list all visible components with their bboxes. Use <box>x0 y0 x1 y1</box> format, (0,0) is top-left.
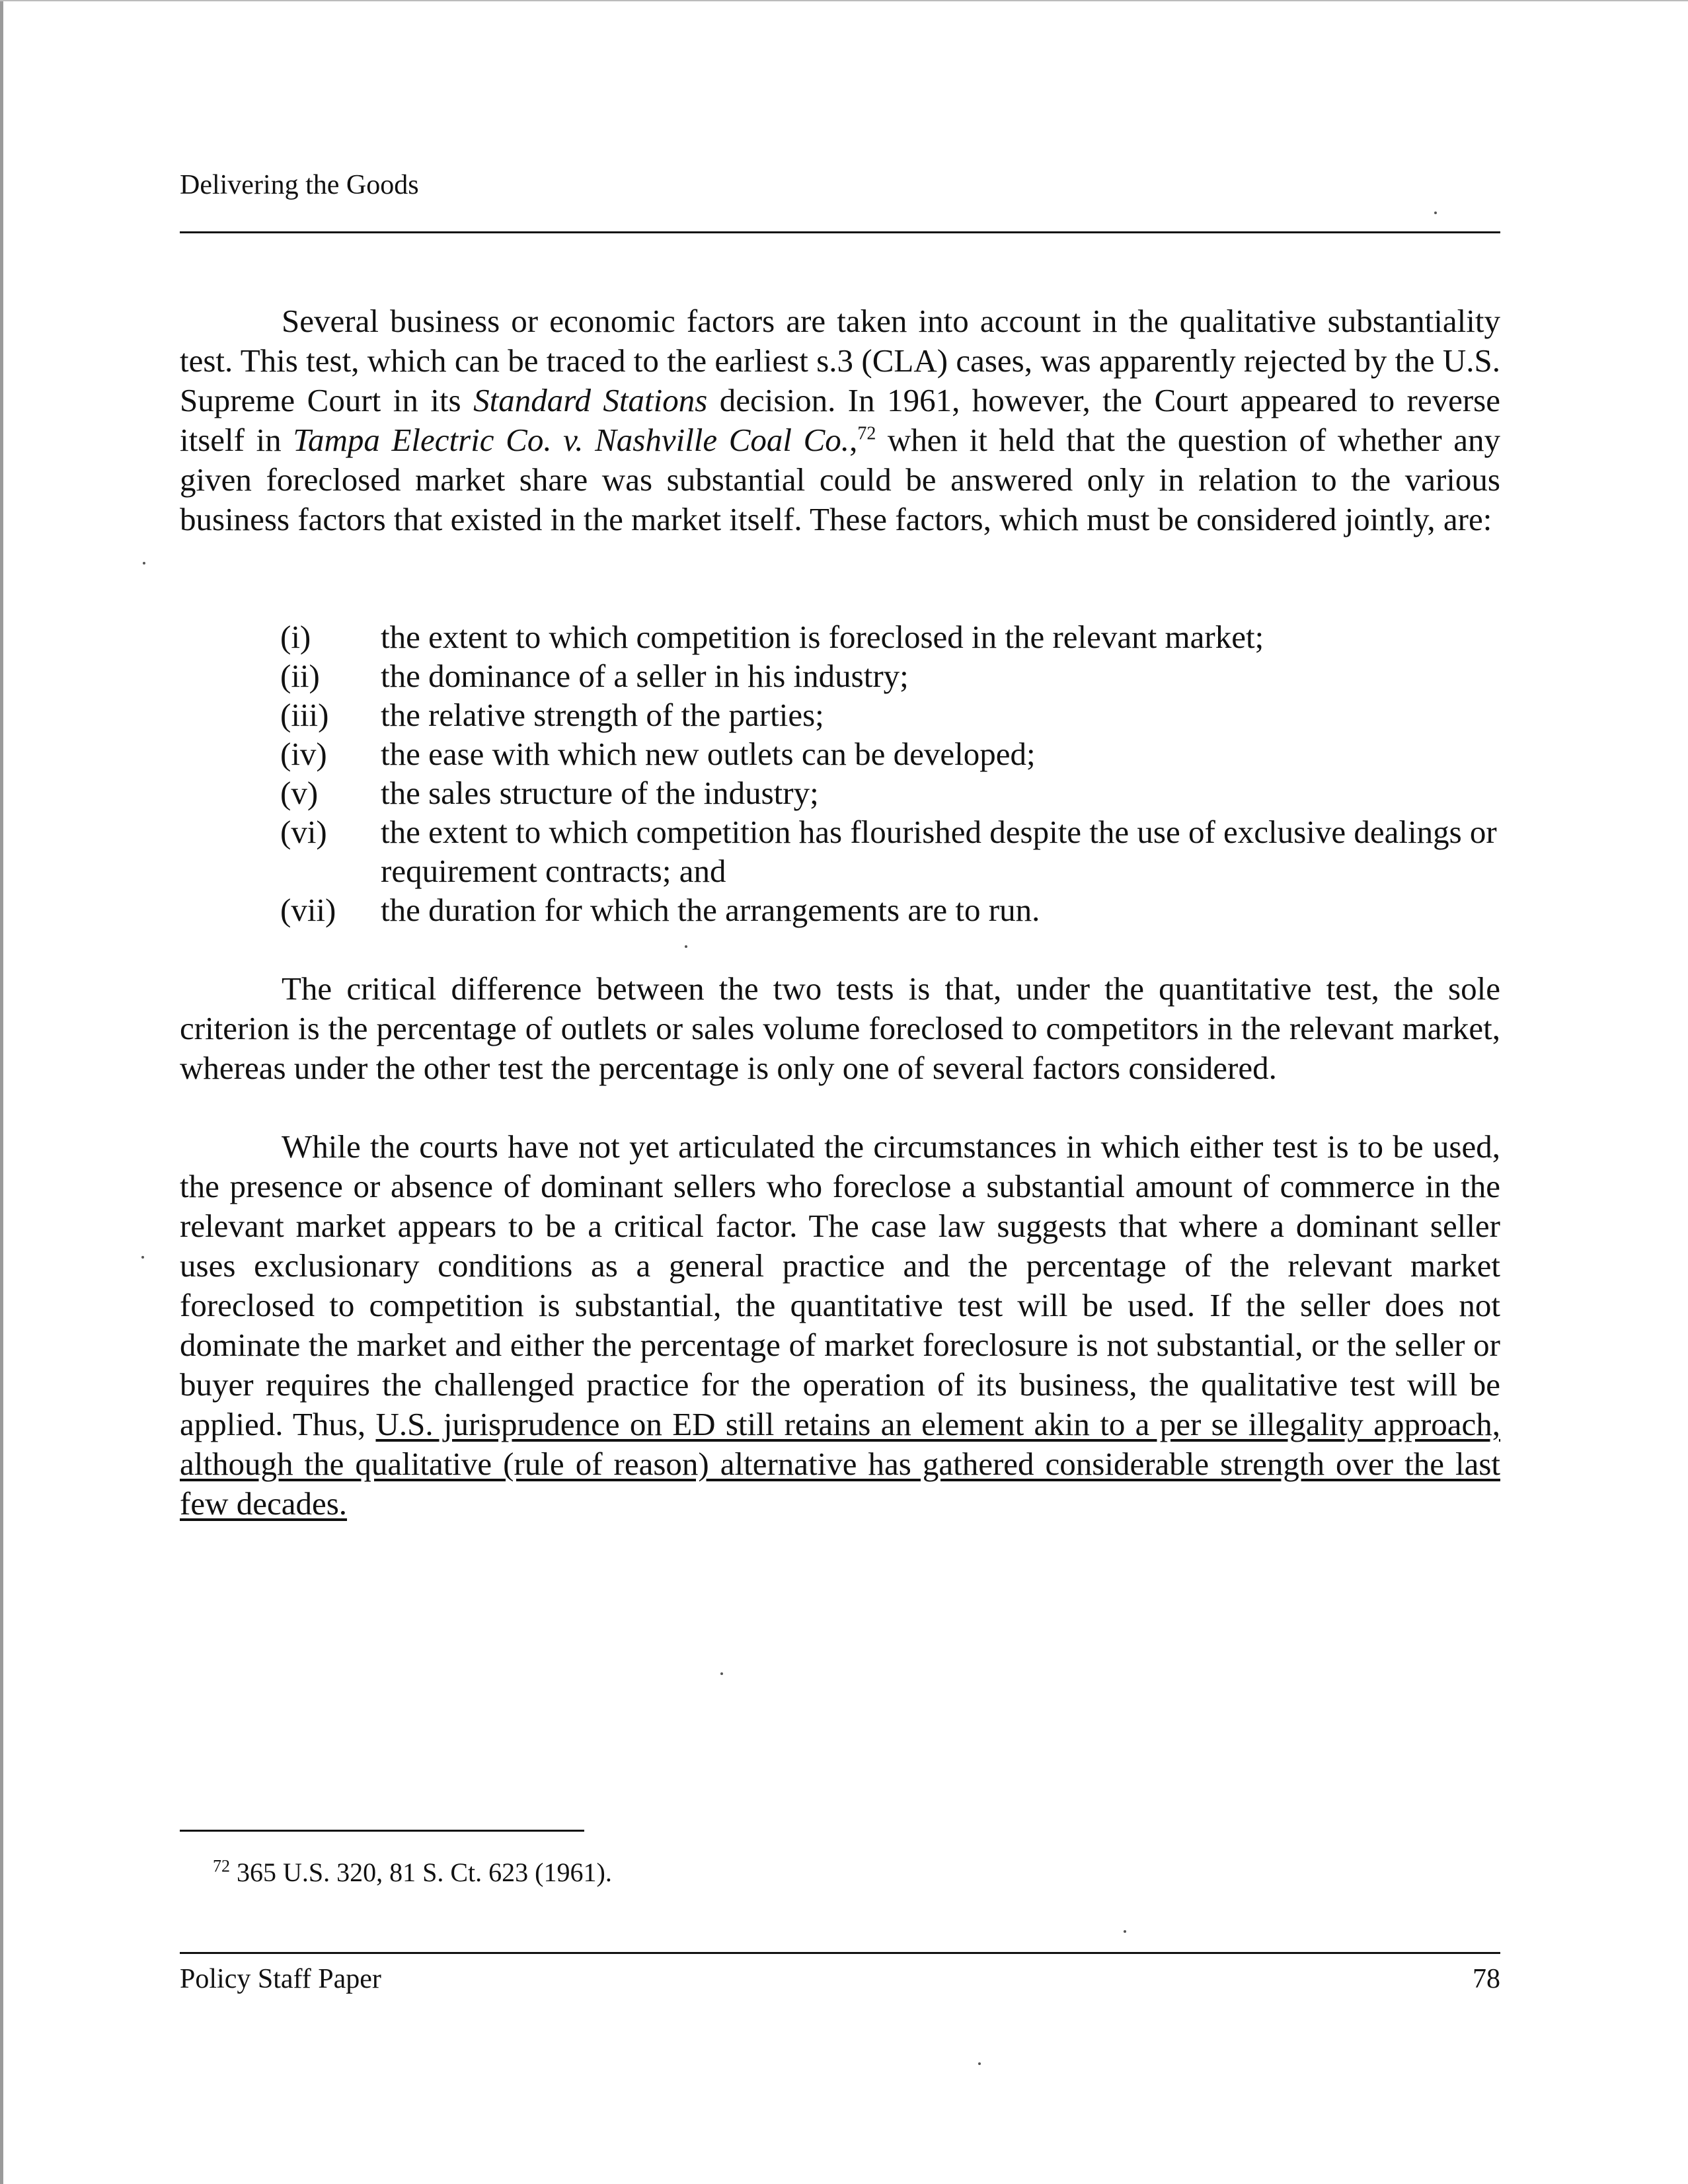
scan-speck <box>978 2062 981 2065</box>
scan-left-edge <box>0 0 3 2184</box>
paragraph-3-text: While the courts have not yet articulated the circumstances in which either test is to be used, the presence or absence of dominant sellers who foreclose a substantial amount of commerce in the relevant market appears to be a critical factor. The case law suggests that where a dominant seller uses exclusionary conditions as a general practice and the percentage of the relevant market foreclosed to competition is substantial, the quantitative test will be used. If the seller does not dominate the market and either the percentage of market foreclosure is not substantial, or the seller or buyer requires the challenged practice for the operation of its business, the qualitative test will be applied. Thus, <box>180 1128 1500 1442</box>
footer-title: Policy Staff Paper <box>180 1964 381 1994</box>
footnote-72 <box>213 1856 612 1889</box>
paragraph-circumstances <box>180 1127 1500 1524</box>
factor-text: the ease with which new outlets can be developed; <box>381 736 1036 772</box>
footer-rule <box>180 1952 1500 1954</box>
factor-item-ii <box>280 656 1500 695</box>
paragraph-qualitative-test <box>180 301 1500 539</box>
factor-text: the extent to which competition has flourished despite the use of exclusive dealings or requirement contracts; and <box>381 814 1497 889</box>
header-rule <box>180 231 1500 233</box>
footnote-reference-72: 72 <box>857 423 876 444</box>
factor-number: (v) <box>280 775 319 811</box>
scan-speck <box>143 562 145 565</box>
factor-number: (vi) <box>280 814 327 850</box>
factor-item-vii <box>280 890 1500 929</box>
scan-speck <box>141 1256 144 1259</box>
scan-top-edge <box>0 0 1688 1</box>
case-name-standard-stations: Standard Stations <box>473 382 708 418</box>
factor-item-vi <box>280 812 1500 890</box>
factor-text: the dominance of a seller in his industry; <box>381 658 909 694</box>
factor-text: the extent to which competition is foreclosed in the relevant market; <box>381 619 1264 655</box>
footnote-text: 365 U.S. 320, 81 S. Ct. 623 (1961). <box>230 1857 612 1887</box>
scan-speck <box>720 1672 723 1675</box>
paragraph-1-text-d: when it held that the question of whether any given foreclosed market share was substantial could be answered only in relation to the various business factors that existed in the market itself. These factors, which must be considered jointly, are: <box>180 422 1500 537</box>
underlined-conclusion: U.S. jurisprudence on ED still retains an element akin to a per se illegality approach, although the qualitative (rule of reason) alternative has gathered considerable strength over the last few decades. <box>180 1406 1501 1522</box>
factor-item-iv <box>280 734 1500 773</box>
footnote-separator-rule <box>180 1830 584 1832</box>
scan-speck <box>1124 1930 1126 1933</box>
scan-speck <box>685 945 687 948</box>
paragraph-1-text-c: , <box>849 422 858 458</box>
factor-number: (iv) <box>280 736 327 772</box>
paragraph-1-text-b: decision. In 1961, however, the Court appeared to reverse itself in <box>180 382 1500 458</box>
factor-number: (iii) <box>280 697 329 733</box>
scan-speck <box>1434 212 1437 214</box>
factors-list <box>280 617 1500 929</box>
factor-item-i <box>280 617 1500 656</box>
factor-text: the duration for which the arrangements are to run. <box>381 892 1040 928</box>
factor-item-iii <box>280 695 1500 734</box>
footnote-marker: 72 <box>213 1856 230 1876</box>
paragraph-1-text-a: Several business or economic factors are taken into account in the qualitative substantiality test. This test, which can be traced to the earliest s.3 (CLA) cases, was apparently rejected by the U.S. Supreme Court in its <box>180 303 1500 418</box>
factor-number: (vii) <box>280 892 336 928</box>
case-name-tampa-electric: Tampa Electric Co. v. Nashville Coal Co. <box>293 422 850 458</box>
factor-number: (ii) <box>280 658 320 694</box>
paragraph-critical-difference: The critical difference between the two tests is that, under the quantitative test, the sole criterion is the percentage of outlets or sales volume foreclosed to competitors in the relevant market, whereas under the other test the percentage is only one of several factors considered. <box>180 970 1500 1086</box>
factor-text: the sales structure of the industry; <box>381 775 819 811</box>
factor-item-v <box>280 773 1500 812</box>
running-header-title: Delivering the Goods <box>180 170 419 200</box>
factor-number: (i) <box>280 619 311 655</box>
page-number: 78 <box>1473 1964 1500 1994</box>
factor-text: the relative strength of the parties; <box>381 697 824 733</box>
